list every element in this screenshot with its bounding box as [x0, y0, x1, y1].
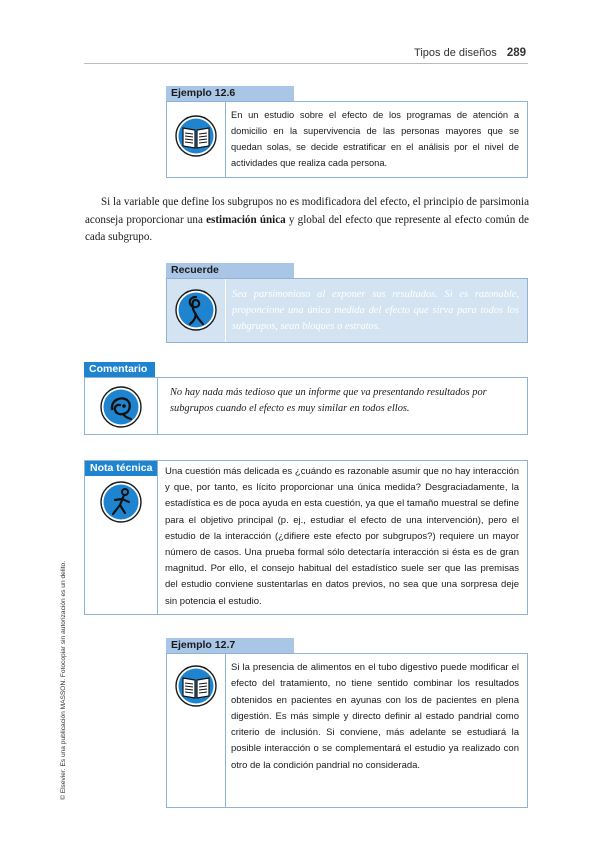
recuerde-label: Recuerde: [166, 263, 294, 278]
comentario-label: Comentario: [84, 362, 155, 377]
comentario-box: [84, 362, 528, 435]
example-body: [166, 653, 528, 808]
body-paragraph: Si la variable que define los subgrupos no es modificadora del efecto, el principio de parsimonia aconseja proporcionar una estimación única y global del efecto que represente al efecto común de cada subgrupo.: [85, 196, 529, 243]
recuerde-text: Sea parsimonioso al exponer sus resultados. Si es razonable, proponcione una única medida del efecto que sirva para todos los subgrupos, sean bloques o estratos.: [232, 289, 519, 332]
nota-tecnica-body: [84, 460, 528, 615]
icon-cell: [85, 461, 158, 614]
example-label: Ejemplo 12.6: [166, 86, 294, 101]
comentario-body: [84, 377, 528, 435]
book-icon: [175, 115, 217, 157]
running-head: [414, 47, 526, 59]
copyright-notice: © Elsevier. Es una publicación MASSON. Fotocopiar sin autorización es un delito.: [60, 560, 67, 800]
nota-tecnica-label: Nota técnica: [85, 461, 157, 476]
speech-icon: [100, 386, 142, 428]
example-text: En un estudio sobre el efecto de los programas de atención a domicilio en la supervivencia de las personas mayores que se quedan solas, se decide estratificar en el análisis por el nivel de actividades que realiza cada persona.: [231, 110, 519, 168]
book-icon: [175, 665, 217, 707]
example-text: Si la presencia de alimentos en el tubo digestivo puede modificar el efecto del tratamiento, no tiene sentido combinar los resultados obtenidos en pacientes en ayunas con los de pacientes en plena digestión. Es más simple y directo definir al estado pandrial como criterio de inclusión. Si conviene, más adelante se estudiará la posible interacción o se complementará el estudio ya realizado con otro de la condición pandrial no considerada.: [231, 662, 519, 771]
example-box-12-7: [166, 638, 528, 808]
example-box-12-6: [166, 86, 528, 178]
running-title: Tipos de diseños: [414, 47, 497, 59]
icon-cell: [167, 279, 226, 342]
example-body: [166, 101, 528, 178]
page-number: 289: [506, 47, 526, 59]
icon-cell: [167, 654, 226, 807]
technical-figure-icon: [100, 481, 142, 523]
recuerde-box: [166, 263, 528, 343]
icon-cell: [85, 378, 158, 434]
emphasis-term: estimación única: [206, 213, 286, 226]
nota-tecnica-box: [84, 460, 528, 615]
memory-knot-icon: [175, 289, 217, 331]
nota-tecnica-text: Una cuestión más delicada es ¿cuándo es razonable asumir que no hay interacción y que, por tanto, es lícito proporcionar una única medida? Desgraciadamente, la estadística es de poca ayuda en esta cuestión, ya que el tamaño muestral se define para el objetivo principal (p. ej., estudiar el efecto de una intervención), pero el estudio de la interacción (¿difiere este efecto por subgrupos?) requiere un mayor número de casos. Una prueba formal sólo detectaría interacción si ésta es de gran magnitud. Por ello, el consejo habitual del estadístico suele ser que las premisas del estudio conviene sustentarlas en datos previos, no sea que una sorpresa deje sin potencia el estudio.: [165, 466, 519, 607]
comentario-text: No hay nada más tedioso que un informe que va presentando resultados por subgrupos cuando el efecto es muy similar en todos ellos.: [170, 387, 487, 414]
recuerde-body: [166, 278, 528, 343]
header-rule: [84, 63, 528, 64]
example-label: Ejemplo 12.7: [166, 638, 294, 653]
icon-cell: [167, 102, 226, 177]
